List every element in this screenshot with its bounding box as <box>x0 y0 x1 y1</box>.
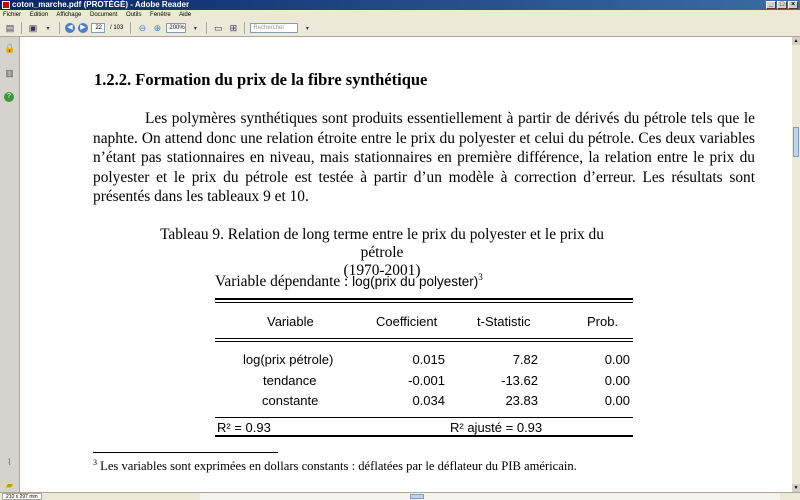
table-cell-t-statistic: -13.62 <box>501 373 538 388</box>
fit-page-icon[interactable]: ▭ <box>214 22 223 33</box>
menu-fenetre[interactable]: Fenêtre <box>150 12 171 18</box>
zoom-in-icon[interactable]: ⊕ <box>153 22 162 33</box>
toolbar-separator <box>21 22 22 34</box>
menu-affichage[interactable]: Affichage <box>56 12 82 18</box>
attachment-icon[interactable]: ⌇ <box>7 457 12 467</box>
scroll-up-icon[interactable]: ▲ <box>793 38 799 44</box>
minimize-button[interactable]: _ <box>766 1 776 9</box>
search-dropdown-icon[interactable]: ▾ <box>305 25 309 32</box>
save-icon[interactable]: ▣ <box>28 22 38 33</box>
title-bar <box>0 0 800 10</box>
zoom-out-icon[interactable]: ⊖ <box>138 22 147 33</box>
table-header-rule <box>215 338 633 339</box>
table-header-coefficient: Coefficient <box>376 314 438 329</box>
dependent-variable-label: Variable dépendante : <box>215 273 353 291</box>
horizontal-scroll-thumb[interactable] <box>410 494 424 499</box>
page-total: / 103 <box>110 25 124 31</box>
footnote-reference[interactable]: 3 <box>478 272 483 282</box>
help-icon[interactable]: ? <box>4 92 14 102</box>
table-caption-period: (1970-2001) <box>343 262 421 279</box>
document-view <box>20 37 792 492</box>
page-number-input[interactable]: 22 <box>91 23 105 33</box>
table-cell-prob: 0.00 <box>604 373 630 388</box>
footnote-rule <box>93 452 278 453</box>
table-header-prob: Prob. <box>587 314 619 329</box>
body-paragraph: Les polymères synthétiques sont produits essentiellement à partir de dérivés du pétrole tels que le naphte. On attend donc une relation étroite entre le prix du polyester et celui du pétrole. Ces deux variables n’étant pas stationnaires en niveau, mais stationnaires en première différence, la relation entre le prix du polyester et le prix du pétrole est testée à partir d’un modèle à correction d’erreur. Les résultats sont présentés dans les tableaux 9 et 10. <box>93 110 755 206</box>
table-cell-variable: log(prix pétrole) <box>243 352 334 367</box>
previous-page-edge <box>200 37 760 41</box>
zoom-input[interactable]: 200% <box>166 23 186 33</box>
horizontal-scrollbar[interactable] <box>200 493 780 500</box>
window-title: coton_marche.pdf (PROTÉGÉ) - Adobe Reader <box>12 0 190 9</box>
adjusted-r-squared: R² ajusté = 0.93 <box>450 420 543 435</box>
table-cell-coefficient: 0.034 <box>412 393 445 408</box>
menu-fichier[interactable]: Fichier <box>3 12 22 18</box>
dependent-variable <box>215 272 483 291</box>
zoom-dropdown-icon[interactable]: ▾ <box>193 25 197 32</box>
table-top-rule <box>215 298 633 300</box>
page-size-indicator: 210 x 297 mm <box>2 493 42 500</box>
section-heading: 1.2.2. Formation du prix de la fibre synthétique <box>94 70 428 89</box>
status-bar <box>0 492 800 500</box>
menu-aide[interactable]: Aide <box>179 12 192 18</box>
menu-edition[interactable]: Edition <box>29 12 49 18</box>
table-header-rule-thin <box>215 341 633 342</box>
table-cell-prob: 0.00 <box>604 393 630 408</box>
footnote-mark: 3 <box>93 458 97 467</box>
table-end-rule <box>215 435 633 437</box>
toolbar <box>0 20 800 37</box>
toolbar-separator <box>59 22 60 34</box>
dependent-variable-name: log(prix du polyester) <box>352 274 479 290</box>
table-cell-prob: 0.00 <box>604 352 630 367</box>
menu-outils[interactable]: Outils <box>126 12 142 18</box>
table-header-t-statistic: t-Statistic <box>477 314 531 329</box>
comments-icon[interactable]: ▰ <box>6 480 13 490</box>
toolbar-separator <box>244 22 245 34</box>
table-header-variable: Variable <box>267 314 314 329</box>
next-page-icon[interactable]: ▶ <box>78 23 88 33</box>
pages-icon[interactable]: ▥ <box>5 68 14 78</box>
print-icon[interactable]: ▤ <box>5 22 15 33</box>
close-button[interactable]: × <box>788 1 798 9</box>
maximize-button[interactable]: □ <box>777 1 787 9</box>
table-cell-coefficient: -0.001 <box>408 373 445 388</box>
dropdown-icon[interactable]: ▾ <box>46 25 50 32</box>
table-top-rule-thin <box>215 302 633 303</box>
table-caption-title: Tableau 9. Relation de long terme entre le prix du polyester et le prix du pétrole <box>160 226 604 261</box>
window-controls <box>766 1 798 9</box>
menu-document[interactable]: Document <box>89 12 118 18</box>
lock-icon[interactable]: 🔒 <box>4 43 16 53</box>
fit-width-icon[interactable]: ⊞ <box>229 22 238 33</box>
footnote-text: Les variables sont exprimées en dollars constants : déflatées par le déflateur du PIB américain. <box>97 459 577 474</box>
table-bottom-rule <box>215 417 633 418</box>
vertical-scroll-thumb[interactable] <box>793 127 799 157</box>
previous-page-icon[interactable]: ◀ <box>65 23 75 33</box>
app-icon <box>2 1 10 9</box>
navigation-panel <box>0 37 20 492</box>
table-cell-t-statistic: 7.82 <box>512 352 538 367</box>
r-squared: R² = 0.93 <box>217 420 271 435</box>
table-cell-variable: constante <box>262 393 319 408</box>
toolbar-separator <box>206 22 207 34</box>
table-cell-t-statistic: 23.83 <box>505 393 538 408</box>
menu-bar <box>0 10 800 20</box>
vertical-scrollbar[interactable] <box>792 37 800 492</box>
table-cell-variable: tendance <box>263 373 317 388</box>
search-input[interactable]: Rechercher <box>250 23 298 33</box>
footnote <box>93 458 577 474</box>
scroll-down-icon[interactable]: ▼ <box>793 485 799 491</box>
toolbar-separator <box>130 22 131 34</box>
table-cell-coefficient: 0.015 <box>412 352 445 367</box>
